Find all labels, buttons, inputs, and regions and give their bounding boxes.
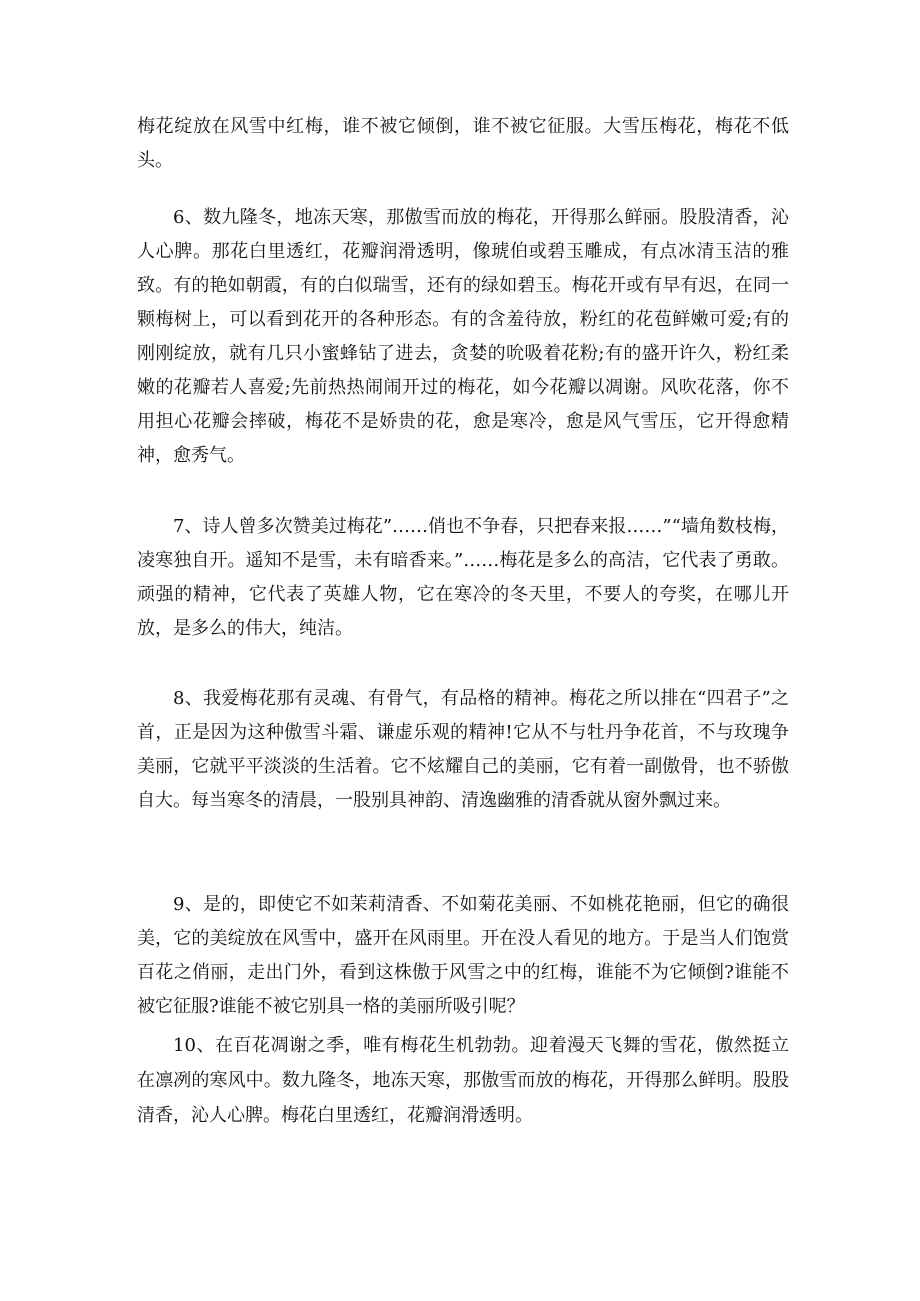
paragraph-8: 8、我爱梅花那有灵魂、有骨气，有品格的精神。梅花之所以排在“四君子”之首，正是因为这种傲雪斗霜、谦虚乐观的精神!它从不与牡丹争花首，不与玫瑰争美丽，它就平平淡淡的生活着。它不炫耀自己的美丽，它有着一副傲骨，也不骄傲自大。每当寒冬的清晨，一股别具神韵、清逸幽雅的清香就从窗外飘过来。 xyxy=(137,688,789,811)
paragraph-6: 6、数九隆冬，地冻天寒，那傲雪而放的梅花，开得那么鲜丽。股股清香，沁人心脾。那花白里透红，花瓣润滑透明，像琥伯或碧玉雕成，有点冰清玉洁的雅致。有的艳如朝霞，有的白似瑞雪，还有的绿如碧玉。梅花开或有早有迟，在同一颗梅树上，可以看到花开的各种形态。有的含羞待放，粉红的花苞鲜嫩可爱;有的刚刚绽放，就有几只小蜜蜂钻了进去，贪婪的吮吸着花粉;有的盛开许久，粉红柔嫩的花瓣若人喜爱;先前热热闹闹开过的梅花，如今花瓣以凋谢。风吹花落，你不用担心花瓣会摔破，梅花不是娇贵的花，愈是寒冷，愈是风气雪压，它开得愈精神，愈秀气。 xyxy=(137,207,789,466)
paragraph-10: 10、在百花凋谢之季，唯有梅花生机勃勃。迎着漫天飞舞的雪花，傲然挺立在凛冽的寒风中。数九隆冬，地冻天寒，那傲雪而放的梅花，开得那么鲜明。股股清香，沁人心脾。梅花白里透红，花瓣润滑透明。 xyxy=(137,1035,789,1126)
paragraph-continuation: 梅花绽放在风雪中红梅，谁不被它倾倒，谁不被它征服。大雪压梅花，梅花不低头。 xyxy=(137,116,789,171)
paragraph-9: 9、是的，即使它不如茉莉清香、不如菊花美丽、不如桃花艳丽，但它的确很美，它的美绽放在风雪中，盛开在风雨里。开在没人看见的地方。于是当人们饱赏百花之俏丽，走出门外，看到这株傲于风雪之中的红梅，谁能不为它倾倒?谁能不被它征服?谁能不被它别具一格的美丽所吸引呢？ xyxy=(137,894,789,1017)
paragraph-7: 7、诗人曾多次赞美过梅花”……俏也不争春，只把春来报……”“墙角数枝梅，凌寒独自开。遥知不是雪，未有暗香来。”……梅花是多么的高洁，它代表了勇敢。顽强的精神，它代表了英雄人物，它在寒冷的冬天里，不要人的夸奖，在哪儿开放，是多么的伟大，纯洁。 xyxy=(137,516,789,639)
